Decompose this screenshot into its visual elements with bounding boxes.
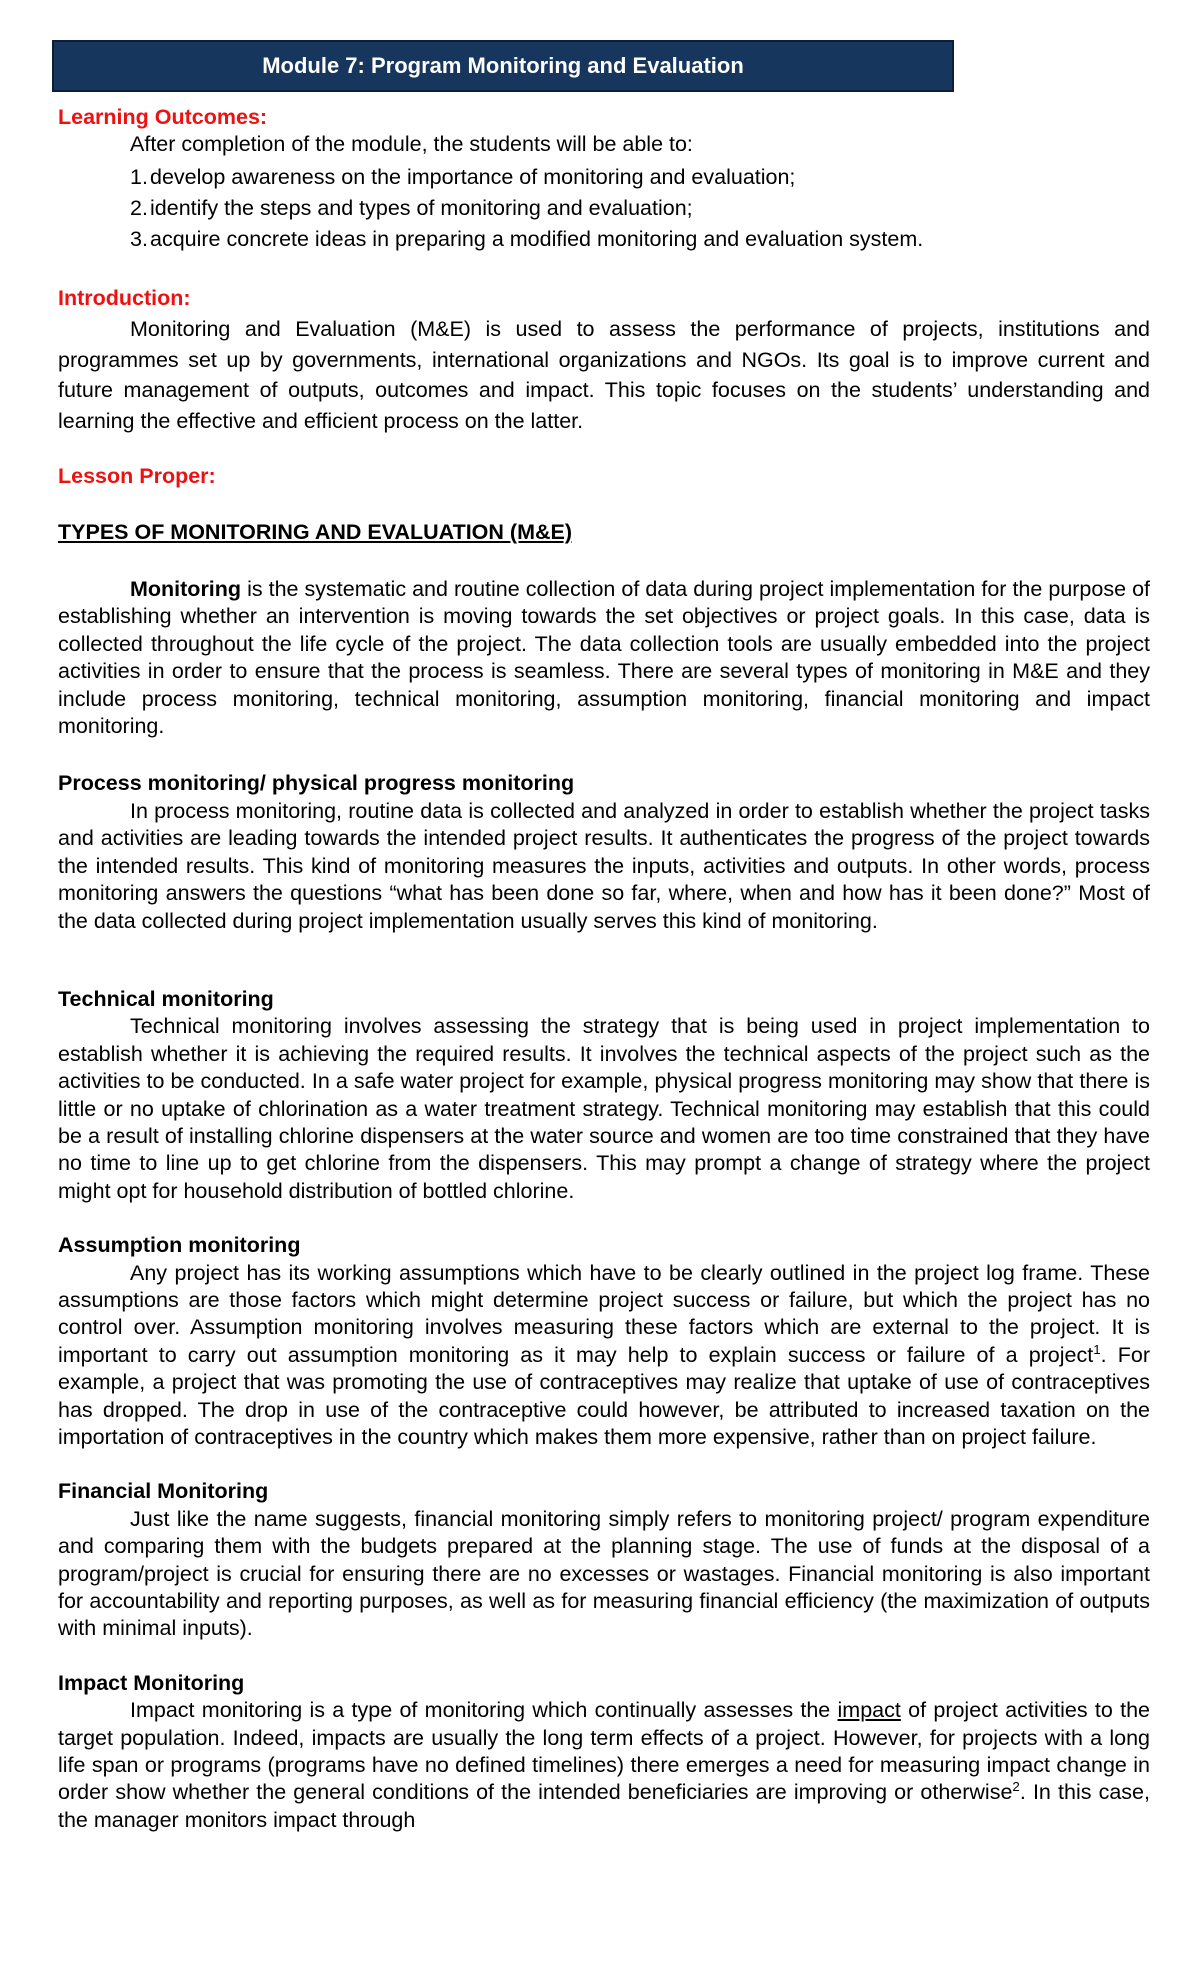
lesson-proper-label: Lesson Proper: — [58, 464, 216, 489]
list-item — [130, 193, 1150, 224]
types-of-me-heading: TYPES OF MONITORING AND EVALUATION (M&E) — [58, 519, 573, 544]
impact-text-middle: of project activities to the target population. Indeed, impacts are usually the long term effects of a project. However, for projects with a long life span or programs (programs have no defined timelines) there emerges a need for measuring impact change in order show whether the general conditions of the intended beneficiaries are improving or otherwise — [58, 1698, 1150, 1805]
learning-outcomes-intro: After completion of the module, the students will be able to: — [130, 132, 693, 157]
introduction-label: Introduction: — [58, 285, 191, 310]
assumption-text-start: Any project has its working assumptions which have to be clearly outlined in the project log frame. These assumptions are those factors which might determine project success or failure, but which the project has no control over. Assumption monitoring involves measuring these factors which are external to the project. It is important to carry out assumption monitoring as it may help to explain success or failure of a project — [58, 1260, 1150, 1367]
list-item-text: develop awareness on the importance of monitoring and evaluation; — [150, 164, 796, 189]
list-item — [130, 162, 1150, 193]
list-item — [130, 224, 1150, 255]
module-title: Module 7: Program Monitoring and Evaluation — [262, 53, 744, 79]
assumption-monitoring-heading: Assumption monitoring — [58, 1233, 301, 1258]
impact-text-end: . In this case, the manager monitors impact through — [58, 1780, 1150, 1832]
monitoring-term: Monitoring — [130, 577, 242, 602]
financial-monitoring-heading: Financial Monitoring — [58, 1479, 269, 1504]
list-item-number: 3. — [130, 226, 148, 251]
impact-monitoring-paragraph — [58, 1697, 1150, 1834]
assumption-monitoring-paragraph — [58, 1260, 1150, 1452]
footnote-marker[interactable]: 2 — [1012, 1779, 1020, 1795]
list-item-number: 2. — [130, 195, 148, 220]
learning-outcomes-list — [130, 162, 1150, 255]
assumption-text-end: . For example, a project that was promoting the use of contraceptives may realize that uptake of use of contraceptives has dropped. The drop in use of the contraceptive could however, be attributed to increased taxation on the importation of contraceptives in the country which makes them more expensive, rather than on project failure. — [58, 1342, 1151, 1449]
list-item-number: 1. — [130, 164, 148, 189]
footnote-marker[interactable]: 1 — [1093, 1341, 1101, 1357]
list-item-text: identify the steps and types of monitoring and evaluation; — [150, 195, 693, 220]
learning-outcomes-label: Learning Outcomes: — [58, 105, 268, 129]
impact-monitoring-heading: Impact Monitoring — [58, 1670, 245, 1695]
monitoring-paragraph — [58, 576, 1150, 740]
list-item-text: acquire concrete ideas in preparing a modified monitoring and evaluation system. — [150, 226, 924, 251]
module-title-banner — [52, 40, 954, 92]
monitoring-definition: is the systematic and routine collection of data during project implementation for the purpose of establishing whether an intervention is moving towards the set objectives or project goals. In this case, data is collected throughout the life cycle of the project. The data collection tools are usually embedded into the project activities in order to ensure that the process is seamless. There are several types of monitoring in M&E and they include process monitoring, technical monitoring, assumption monitoring, financial monitoring and impact monitoring. — [58, 577, 1150, 739]
impact-link[interactable]: impact — [837, 1698, 901, 1723]
impact-text-start: Impact monitoring is a type of monitoring which continually assesses the — [130, 1698, 838, 1723]
technical-monitoring-paragraph: Technical monitoring involves assessing the strategy that is being used in project implementation to establish whether it is achieving the required results. It involves the technical aspects of the project such as the activities to be conducted. In a safe water project for example, physical progress monitoring may show that there is little or no uptake of chlorination as a water treatment strategy. Technical monitoring may establish that this could be a result of installing chlorine dispensers at the water source and women are too time constrained that they have no time to line up to get chlorine from the dispensers. This may prompt a change of strategy where the project might opt for household distribution of bottled chlorine. — [58, 1014, 1150, 1203]
learning-outcomes-block — [58, 131, 1150, 254]
introduction-paragraph: Monitoring and Evaluation (M&E) is used to assess the performance of projects, institutions and programmes set up by governments, international organizations and NGOs. Its goal is to improve current and future management of outputs, outcomes and impact. This topic focuses on the students’ understanding and learning the effective and efficient process on the latter. — [58, 317, 1150, 433]
process-monitoring-paragraph: In process monitoring, routine data is collected and analyzed in order to establish whether the project tasks and activities are leading towards the intended project results. It authenticates the progress of the project towards the intended results. This kind of monitoring measures the inputs, activities and outputs. In other words, process monitoring answers the questions “what has been done so far, where, when and how has it been done?” Most of the data collected during project implementation usually serves this kind of monitoring. — [58, 798, 1150, 933]
process-monitoring-heading: Process monitoring/ physical progress monitoring — [58, 771, 575, 796]
technical-monitoring-heading: Technical monitoring — [58, 986, 274, 1011]
financial-monitoring-paragraph: Just like the name suggests, financial monitoring simply refers to monitoring project/ program expenditure and comparing them with the budgets prepared at the planning stage. The use of funds at the disposal of a program/project is crucial for ensuring there are no excesses or wastages. Financial monitoring is also important for accountability and reporting purposes, as well as for measuring financial efficiency (the maximization of outputs with minimal inputs). — [58, 1506, 1150, 1641]
